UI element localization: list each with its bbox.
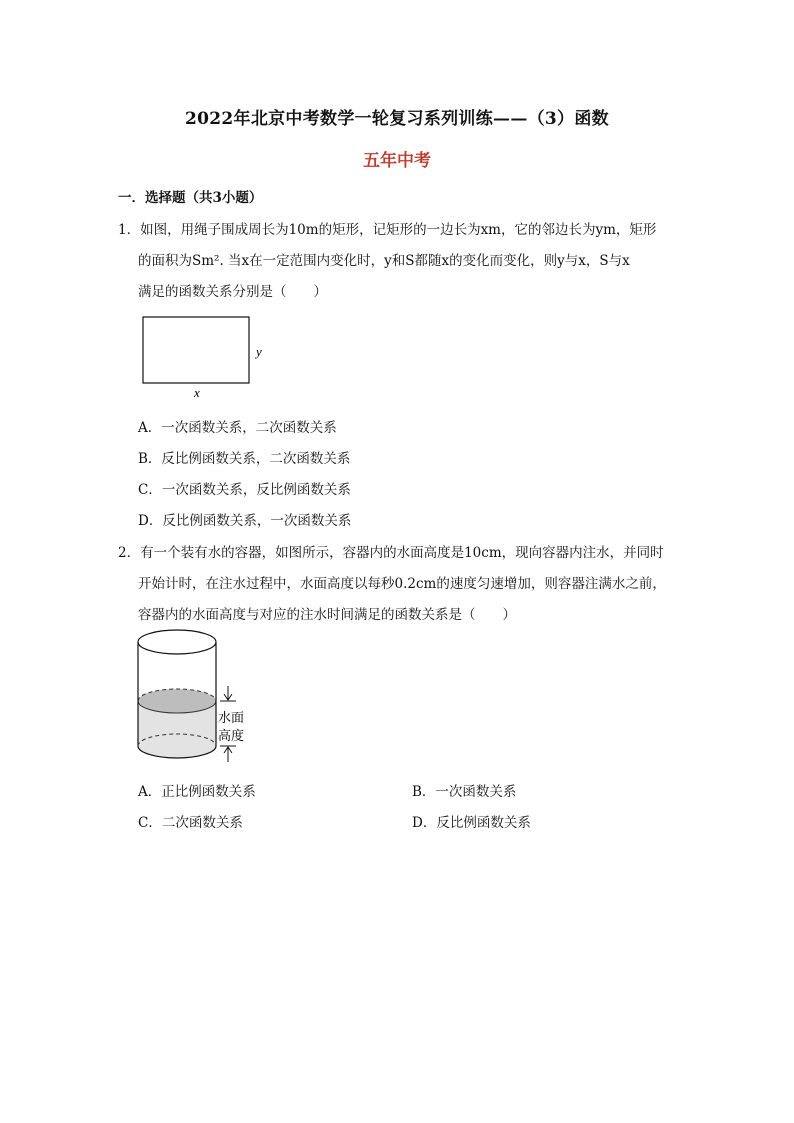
- q1-option-a: A．一次函数关系，二次函数关系: [138, 420, 337, 436]
- q2-line-3: 容器内的水面高度与对应的注水时间满足的函数关系是（ ）: [138, 607, 516, 623]
- rect-label-x: x: [194, 385, 200, 400]
- q1-option-b: B．反比例函数关系，二次函数关系: [138, 451, 351, 467]
- q1-line-2: 的面积为Sm². 当x在一定范围内变化时，y和S都随x的变化而变化，则y与x，S与x: [138, 253, 630, 269]
- water-height-label-2: 高度: [218, 729, 245, 744]
- document-subtitle: 五年中考: [363, 151, 431, 171]
- q1-line-3: 满足的函数关系分别是（ ）: [138, 284, 327, 300]
- q2-option-b: B．一次函数关系: [412, 784, 517, 800]
- q2-line-1: 2．有一个装有水的容器，如图所示，容器内的水面高度是10cm，现向容器内注水，并同时: [118, 545, 664, 561]
- rect-label-y: y: [256, 344, 262, 359]
- q2-option-d: D．反比例函数关系: [412, 815, 531, 831]
- water-height-label-1: 水面: [218, 711, 245, 726]
- q1-line-1: 1．如图，用绳子围成周长为10m的矩形，记矩形的一边长为xm，它的邻边长为ym，矩形: [118, 222, 657, 238]
- q2-option-a: A．正比例函数关系: [138, 784, 256, 800]
- q1-option-d: D．反比例函数关系，一次函数关系: [138, 513, 352, 529]
- q2-option-c: C．二次函数关系: [138, 815, 243, 831]
- q1-option-c: C．一次函数关系，反比例函数关系: [138, 482, 351, 498]
- q2-line-2: 开始计时，在注水过程中，水面高度以每秒0.2cm的速度匀速增加，则容器注满水之前，: [138, 576, 666, 592]
- rectangle-figure: [142, 316, 272, 402]
- cylinder-figure: [132, 628, 262, 768]
- section-heading: 一．选择题（共3小题）: [118, 190, 263, 206]
- document-title: 2022年北京中考数学一轮复习系列训练——（3）函数: [185, 109, 609, 129]
